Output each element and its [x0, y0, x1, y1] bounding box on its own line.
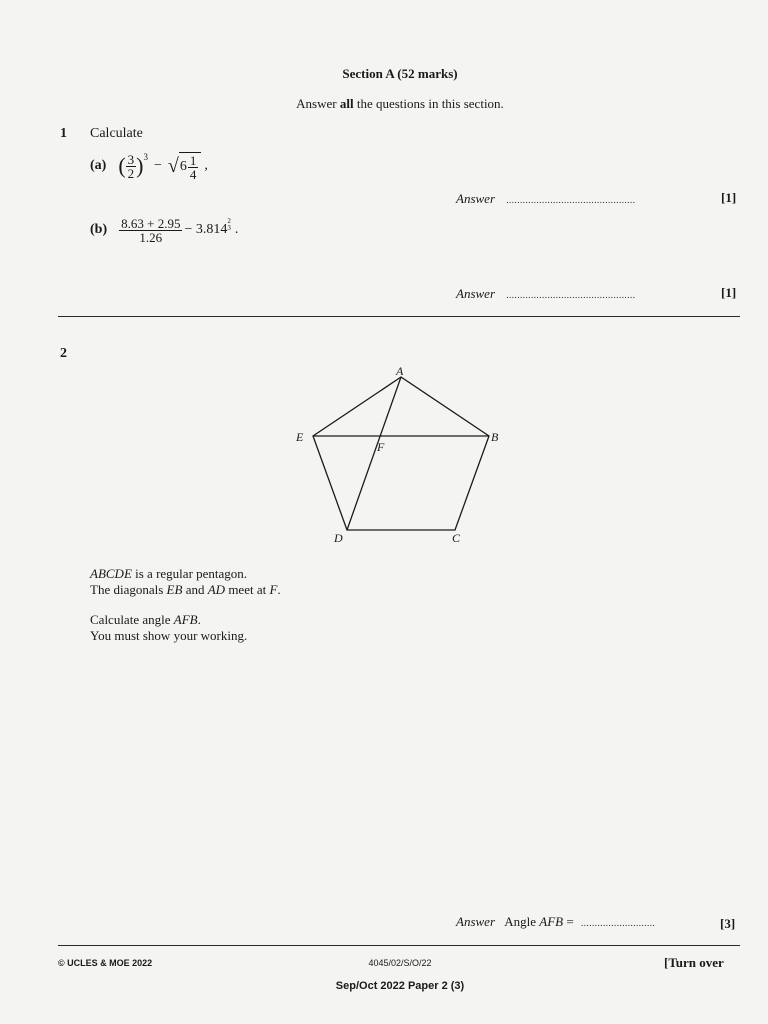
question-2-text [90, 566, 281, 644]
line2-pre: The diagonals [90, 582, 167, 597]
answer-dots[interactable]: ............................................... [506, 290, 636, 300]
answer-label: Answer [456, 191, 495, 206]
vertex-label-b: B [491, 430, 499, 444]
answer-dots[interactable]: ............................................... [506, 195, 636, 205]
answer-label: Answer [456, 914, 495, 929]
minus-term: − 3.814 [184, 222, 228, 237]
question-1a [90, 150, 208, 182]
line2-mid: and [182, 582, 208, 597]
line2-end: . [277, 582, 281, 597]
line2-post: meet at [225, 582, 270, 597]
point-f-text: F [269, 582, 278, 597]
instruction-post: the questions in this section. [353, 96, 504, 111]
left-paren: ( [118, 153, 126, 178]
question-2-line-4: You must show your working. [90, 628, 248, 643]
answer-line-1a [456, 191, 636, 207]
fraction-sum-over [119, 217, 182, 244]
part-a-label: (a) [90, 158, 107, 173]
part-b-label: (b) [90, 222, 108, 237]
mark-1b: [1] [721, 285, 737, 300]
vertex-label-a: A [396, 364, 404, 378]
radicand-denominator: 4 [189, 166, 197, 182]
minus-sign: − [153, 158, 162, 173]
fraction-denominator: 2 [127, 165, 135, 181]
section-instruction [0, 96, 768, 112]
right-paren: ) [136, 153, 144, 178]
part-a-tail: , [204, 158, 208, 173]
line3-pre: Calculate angle [90, 612, 174, 627]
pentagon-name: ABCDE [90, 566, 132, 581]
radicand-whole: 6 [179, 159, 187, 174]
question-2-line-1 [90, 566, 281, 582]
answer-line-2 [456, 914, 655, 930]
question-2-line-3 [90, 612, 281, 628]
fraction-three-halves [126, 153, 137, 180]
pentagon-outline [313, 377, 489, 530]
turn-over: [Turn over [664, 955, 724, 970]
answer-afb: AFB [539, 914, 564, 929]
exponent-numerator: 2 [227, 217, 231, 225]
question-1-prompt: Calculate [90, 126, 143, 141]
footer-rule [58, 945, 740, 946]
question-2-number: 2 [60, 346, 67, 361]
instruction-all: all [339, 96, 354, 111]
question-1b [90, 214, 238, 246]
power-exponent: 3 [143, 152, 148, 162]
fractional-exponent [227, 218, 231, 232]
vertex-label-e: E [296, 430, 304, 444]
footer-session: Sep/Oct 2022 Paper 2 (3) [335, 980, 465, 992]
divider-line [58, 316, 740, 317]
footer-copyright: © UCLES & MOE 2022 [58, 958, 153, 968]
square-root-icon: √ [167, 154, 179, 177]
answer-angle: Angle [504, 914, 540, 929]
answer-dots[interactable]: ........................... [580, 918, 656, 928]
pentagon-diagram [290, 362, 510, 552]
radicand-fraction [188, 154, 199, 181]
vertex-label-f: F [377, 440, 385, 454]
vertex-label-d: D [334, 531, 343, 545]
section-title: Section A (52 marks) [342, 66, 458, 81]
exponent-denominator: 3 [227, 224, 231, 232]
vertex-label-c: C [452, 531, 461, 545]
footer-code: 4045/02/S/O/22 [368, 958, 432, 968]
mark-2: [3] [720, 916, 736, 931]
diagonal-ad-text: AD [207, 582, 226, 597]
fraction-b-denominator: 1.26 [139, 229, 163, 245]
line3-end: . [197, 612, 201, 627]
mark-1a: [1] [721, 190, 737, 205]
fraction-b-numerator: 8.63 + 2.95 [121, 215, 181, 231]
angle-afb-text: AFB [173, 612, 198, 627]
fraction-numerator: 3 [127, 151, 135, 167]
question-2-line-2 [90, 582, 281, 598]
radicand [179, 152, 202, 181]
question-1-number: 1 [60, 126, 67, 141]
answer-label: Answer [456, 286, 495, 301]
diagonal-ad [347, 377, 401, 530]
instruction-pre: Answer [296, 96, 340, 111]
part-b-tail: . [234, 222, 239, 237]
diagonal-eb-text: EB [166, 582, 183, 597]
answer-line-1b [456, 286, 636, 302]
line1-rest: is a regular pentagon. [131, 566, 248, 581]
radicand-numerator: 1 [189, 152, 197, 168]
answer-eq: = [563, 914, 577, 929]
